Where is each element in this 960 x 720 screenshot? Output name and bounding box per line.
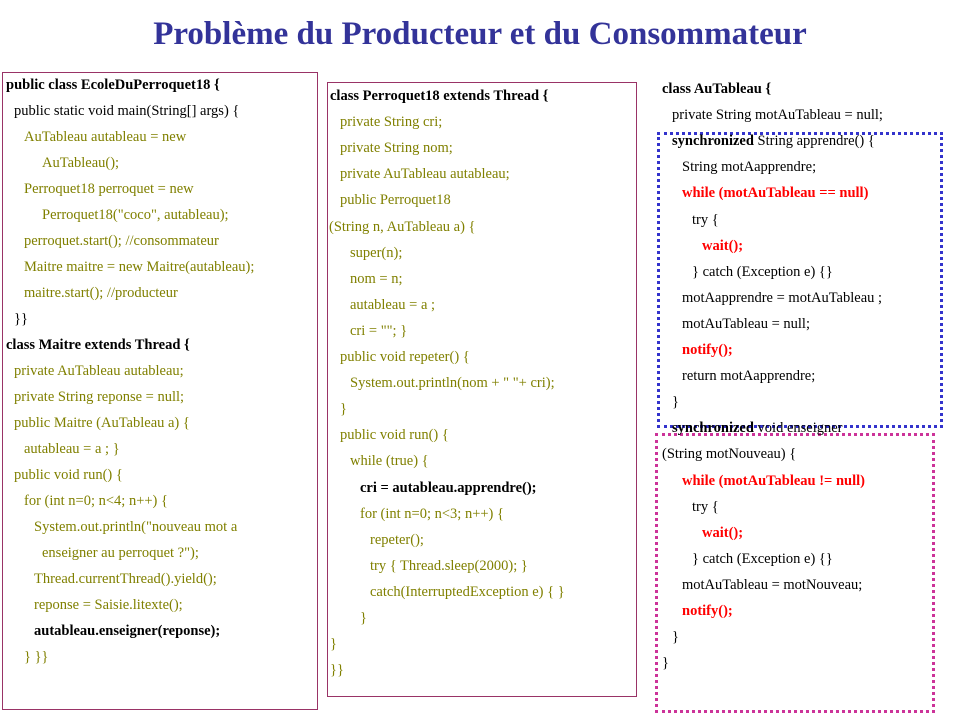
code-right-line: } [672,629,679,646]
slide-title: Problème du Producteur et du Consommateur [153,16,807,52]
code-right-line: } [662,655,669,672]
synchronized-keyword: synchronized [672,420,754,437]
code-left-line: Thread.currentThread().yield(); [34,571,217,587]
code-mid-line: private AuTableau autableau; [340,166,510,183]
code-right-line: return motAapprendre; [682,368,816,385]
code-left-line: AuTableau autableau = new [24,129,187,145]
code-left-line: public void run() { [14,467,123,483]
code-left-line: perroquet.start(); //consommateur [24,233,219,249]
code-right-line: motAuTableau = motNouveau; [682,576,863,593]
code-right-line: } [672,394,679,411]
code-left-line: private String reponse = null; [14,389,185,405]
code-mid-line: } [340,401,347,418]
code-mid-line: nom = n; [350,270,403,287]
code-left-line: enseigner au perroquet ?"); [42,545,199,561]
code-right-line: } catch (Exception e) {} [692,550,833,567]
code-mid-line: cri = autableau.apprendre(); [360,479,537,496]
code-mid-line: repeter(); [370,531,424,548]
code-mid-line: class Perroquet18 extends Thread { [330,88,549,104]
code-mid-line: for (int n=0; n<3; n++) { [360,505,504,522]
code-right-line: motAapprendre = motAuTableau ; [682,289,883,306]
code-right-line: wait(); [702,237,744,254]
code-left-line: }} [14,311,28,327]
code-mid-line: public void repeter() { [340,349,470,365]
code-mid-line: autableau = a ; [350,296,436,313]
code-right-line: motAuTableau = null; [682,315,810,332]
code-left-line: public Maitre (AuTableau a) { [14,415,190,431]
code-mid-line: } [360,610,367,626]
code-right-line: class AuTableau { [662,81,772,97]
code-right-line: try { [692,498,719,515]
code-right-line: while (motAuTableau != null) [682,472,865,489]
code-left-line: reponse = Saisie.litexte(); [34,597,183,613]
code-right-line: while (motAuTableau == null) [682,185,869,202]
code-mid-line: try { Thread.sleep(2000); } [370,557,528,574]
code-left-line: public static void main(String[] args) { [14,103,240,119]
code-mid-line: super(n); [350,244,403,261]
code-left-line: class Maitre extends Thread { [6,337,190,353]
code-mid-line: } [330,636,337,653]
code-mid-line: cri = ""; } [350,322,408,339]
code-mid-line: public void run() { [340,427,449,444]
code-right-line [672,132,875,150]
code-right-line: wait(); [702,524,744,541]
code-mid-line: System.out.println(nom + " "+ cri); [350,375,555,392]
code-right-line: String motAapprendre; [682,159,817,176]
code-left-line: autableau = a ; } [24,441,120,457]
code-mid-line: public Perroquet18 [340,192,451,209]
synchronized-keyword: synchronized [672,133,754,150]
code-left-line: System.out.println("nouveau mot a [34,519,238,535]
code-right-line: private String motAuTableau = null; [672,107,883,124]
code-right-line: notify(); [682,342,733,358]
code-left-line: public class EcoleDuPerroquet18 { [6,77,220,93]
code-left-line: private AuTableau autableau; [14,363,184,379]
code-left-line: Perroquet18("coco", autableau); [42,207,229,223]
code-right-line [672,419,843,437]
code-left-line: AuTableau(); [42,155,120,171]
code-mid-line: private String cri; [340,114,443,131]
code-left-line: maitre.start(); //producteur [24,285,178,301]
code-left-line: Perroquet18 perroquet = new [24,181,194,197]
code-left-line: } }} [24,649,49,665]
method-signature: void enseigner [753,420,843,437]
code-right-line: (String motNouveau) { [662,446,797,463]
code-mid-line: (String n, AuTableau a) { [329,218,476,235]
code-mid-line: while (true) { [350,453,429,470]
code-mid-line: }} [330,662,344,679]
code-right-line: } catch (Exception e) {} [692,263,833,280]
code-left-line: for (int n=0; n<4; n++) { [24,493,168,509]
method-signature: String apprendre() { [753,133,875,150]
code-mid-line: private String nom; [340,140,453,157]
code-left-line: autableau.enseigner(reponse); [34,623,221,639]
code-right-line: try { [692,211,719,228]
code-mid-line: catch(InterruptedException e) { } [370,583,565,600]
code-right-line: notify(); [682,603,733,619]
code-left-line: Maitre maitre = new Maitre(autableau); [24,259,255,275]
